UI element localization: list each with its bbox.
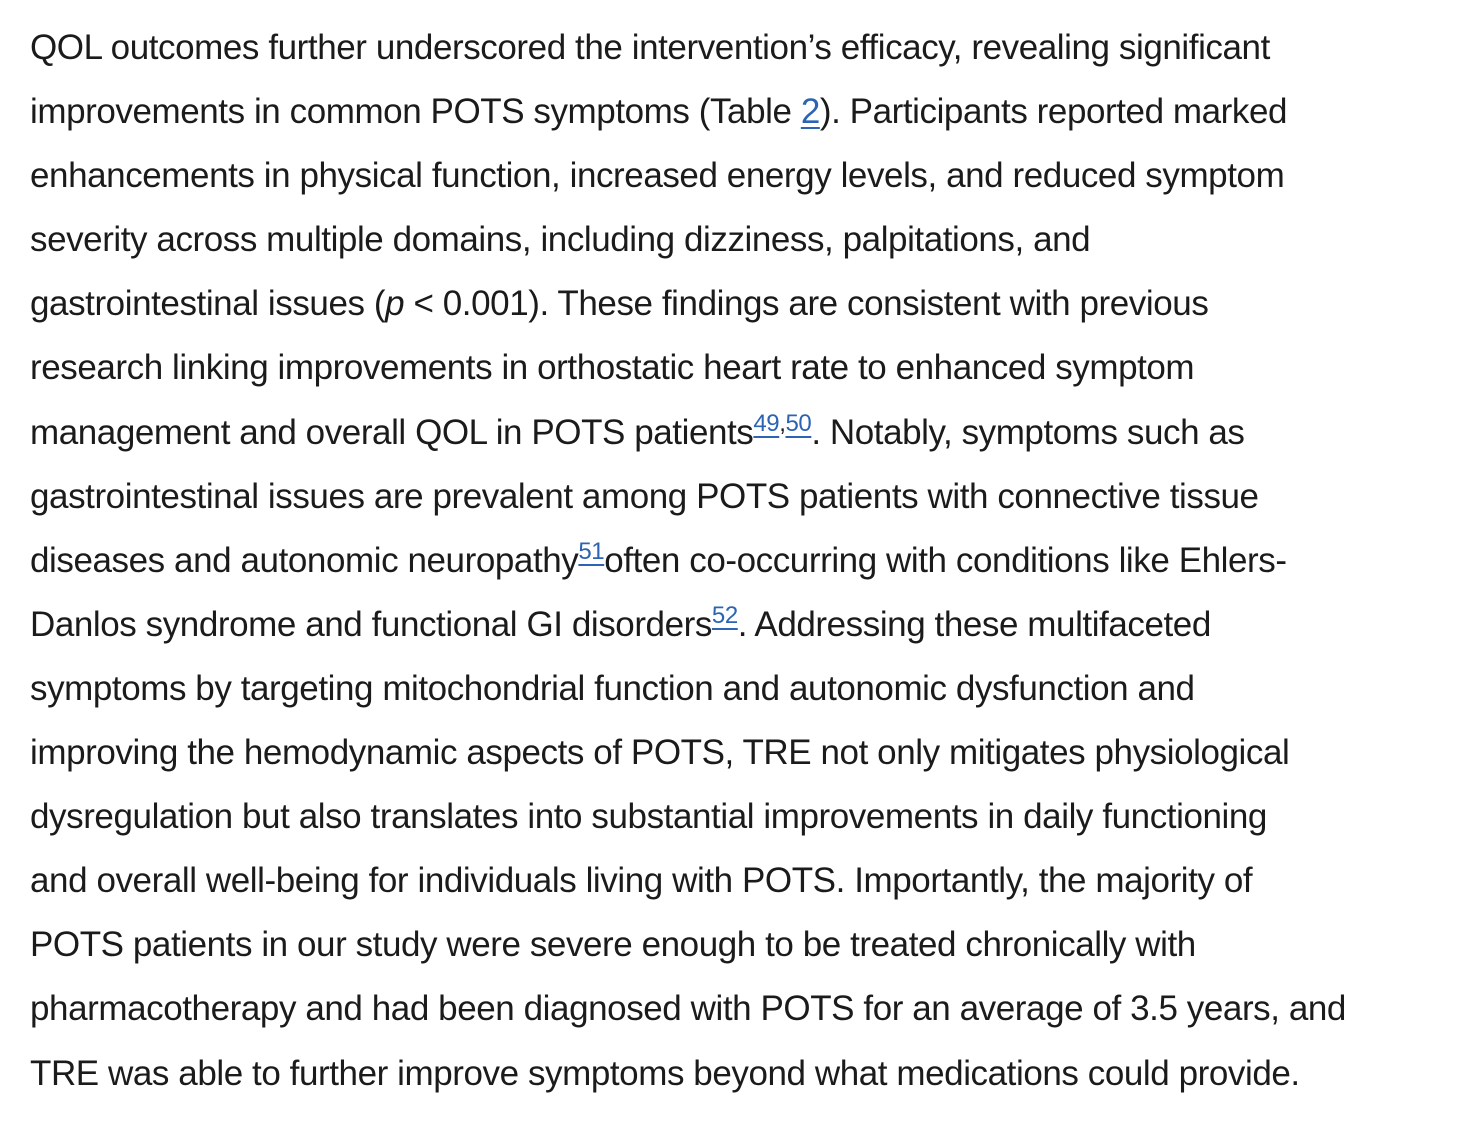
paragraph-line	[30, 80, 1466, 144]
paragraph-text: improvements in common POTS symptoms (Table	[30, 92, 801, 132]
citation-group	[578, 538, 604, 565]
paragraph-line: POTS patients in our study were severe enough to be treated chronically with	[30, 925, 1196, 965]
citation-group	[753, 410, 811, 437]
article-paragraph	[30, 16, 1466, 1106]
paragraph-line: QOL outcomes further underscored the intervention’s efficacy, revealing significant	[30, 28, 1270, 67]
paragraph-text: gastrointestinal issues (	[30, 284, 386, 324]
citation-link-52[interactable]: 52	[711, 601, 738, 629]
paragraph-line: gastrointestinal issues are prevalent among POTS patients with connective tissue	[30, 476, 1259, 516]
citation-link-51[interactable]: 51	[578, 537, 605, 565]
citation-link-50[interactable]: 50	[785, 409, 812, 437]
paragraph-text: often co-occurring with conditions like Ehlers-	[604, 540, 1287, 580]
paragraph-line: dysregulation but also translates into substantial improvements in daily functioning	[30, 797, 1267, 837]
paragraph-text: . Notably, symptoms such as	[811, 412, 1245, 452]
paragraph-text: . Addressing these multifaceted	[737, 604, 1211, 644]
paragraph-line: severity across multiple domains, including dizziness, palpitations, and	[30, 220, 1091, 260]
citation-separator: ,	[779, 409, 786, 437]
paragraph-text: Danlos syndrome and functional GI disorders	[30, 604, 712, 644]
paragraph-line: and overall well-being for individuals living with POTS. Importantly, the majority of	[30, 861, 1253, 901]
paragraph-line: research linking improvements in orthostatic heart rate to enhanced symptom	[30, 348, 1195, 388]
paragraph-line	[30, 272, 1466, 336]
paragraph-line: TRE was able to further improve symptoms beyond what medications could provide.	[30, 1053, 1300, 1093]
paragraph-line: pharmacotherapy and had been diagnosed with POTS for an average of 3.5 years, and	[30, 989, 1346, 1029]
p-value-symbol: p	[385, 284, 405, 324]
paragraph-line: enhancements in physical function, increased energy levels, and reduced symptom	[30, 156, 1285, 196]
paragraph-line	[30, 529, 1466, 593]
citation-group	[712, 602, 738, 629]
paragraph-text: < 0.001). These findings are consistent with previous	[404, 284, 1209, 324]
citation-link-49[interactable]: 49	[753, 409, 780, 437]
paragraph-text: ). Participants reported marked	[819, 92, 1288, 132]
paragraph-line: symptoms by targeting mitochondrial function and autonomic dysfunction and	[30, 668, 1195, 708]
paragraph-text: management and overall QOL in POTS patients	[30, 412, 754, 452]
table-2-link[interactable]: 2	[800, 92, 820, 132]
paragraph-line: improving the hemodynamic aspects of POTS, TRE not only mitigates physiological	[30, 733, 1290, 773]
paragraph-line	[30, 593, 1466, 657]
paragraph-line	[30, 401, 1466, 465]
paragraph-text: diseases and autonomic neuropathy	[30, 540, 579, 580]
